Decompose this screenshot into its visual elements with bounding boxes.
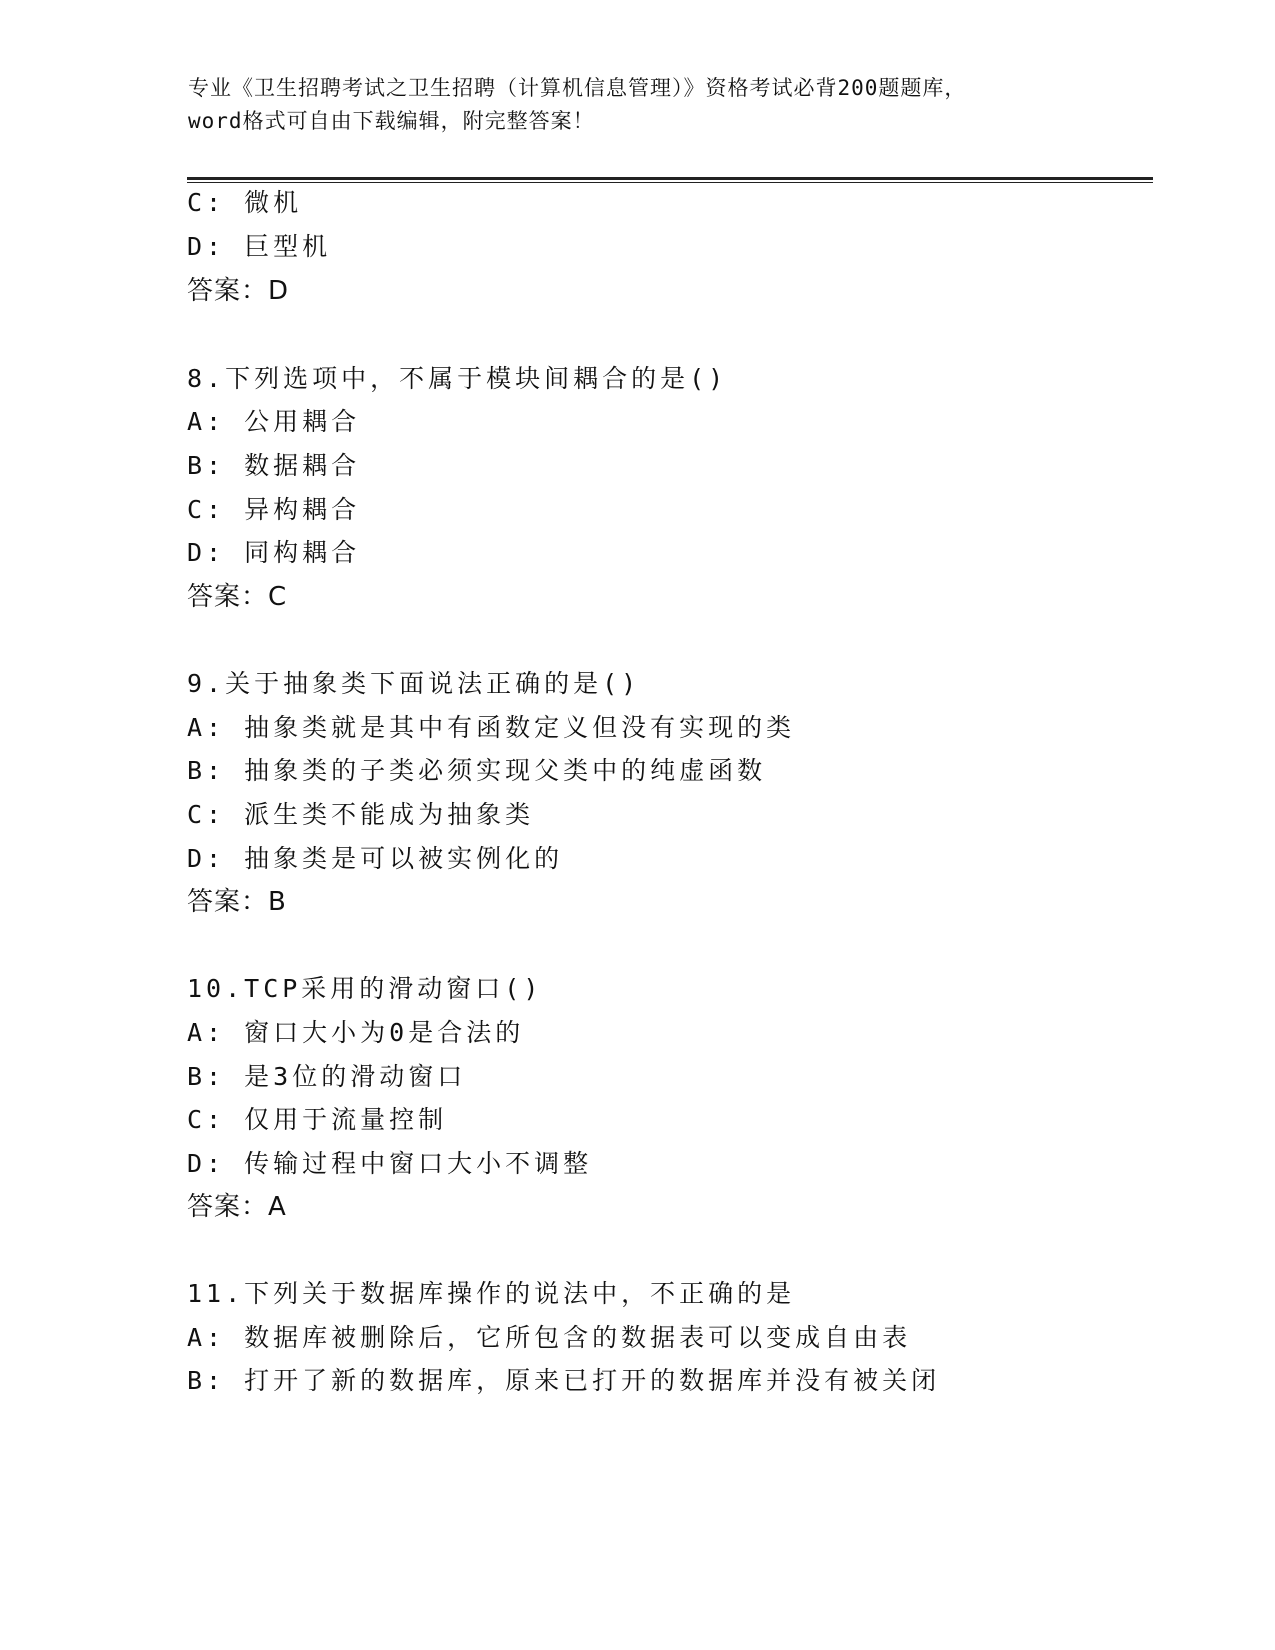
q8-option-a: A: 公用耦合 [187, 407, 361, 436]
prev-answer: 答案：D [187, 276, 290, 306]
q9-question: 9.关于抽象类下面说法正确的是() [187, 669, 641, 698]
q9-answer: 答案：B [187, 887, 287, 917]
q9-option-b: B: 抽象类的子类必须实现父类中的纯虚函数 [187, 756, 767, 785]
q10-option-d: D: 传输过程中窗口大小不调整 [187, 1149, 593, 1178]
header-divider-thick [187, 177, 1153, 180]
header-divider-thin [187, 182, 1153, 183]
q8-option-b: B: 数据耦合 [187, 451, 361, 480]
q9-option-a: A: 抽象类就是其中有函数定义但没有实现的类 [187, 713, 796, 742]
document-header [188, 72, 1088, 138]
q8-question: 8.下列选项中，不属于模块间耦合的是() [187, 364, 728, 393]
q10-option-c: C: 仅用于流量控制 [187, 1105, 448, 1134]
q11-option-a: A: 数据库被删除后，它所包含的数据表可以变成自由表 [187, 1323, 912, 1352]
q11-option-b: B: 打开了新的数据库，原来已打开的数据库并没有被关闭 [187, 1366, 941, 1395]
q8-option-c: C: 异构耦合 [187, 495, 361, 524]
q9-option-d: D: 抽象类是可以被实例化的 [187, 844, 564, 873]
prev-option-c: C: 微机 [187, 188, 303, 217]
q8-option-d: D: 同构耦合 [187, 538, 361, 567]
prev-option-d: D: 巨型机 [187, 232, 332, 261]
header-title-line-2: word格式可自由下载编辑，附完整答案！ [188, 109, 595, 133]
header-title-line-1: 专业《卫生招聘考试之卫生招聘（计算机信息管理）》资格考试必背200题题库， [188, 76, 967, 100]
q9-option-c: C: 派生类不能成为抽象类 [187, 800, 535, 829]
q10-question: 10.TCP采用的滑动窗口() [187, 974, 543, 1003]
q10-option-a: A: 窗口大小为0是合法的 [187, 1018, 525, 1047]
q11-question: 11.下列关于数据库操作的说法中，不正确的是 [187, 1279, 796, 1308]
q10-answer: 答案：A [187, 1192, 287, 1222]
q10-option-b: B: 是3位的滑动窗口 [187, 1062, 467, 1091]
q8-answer: 答案：C [187, 582, 288, 612]
